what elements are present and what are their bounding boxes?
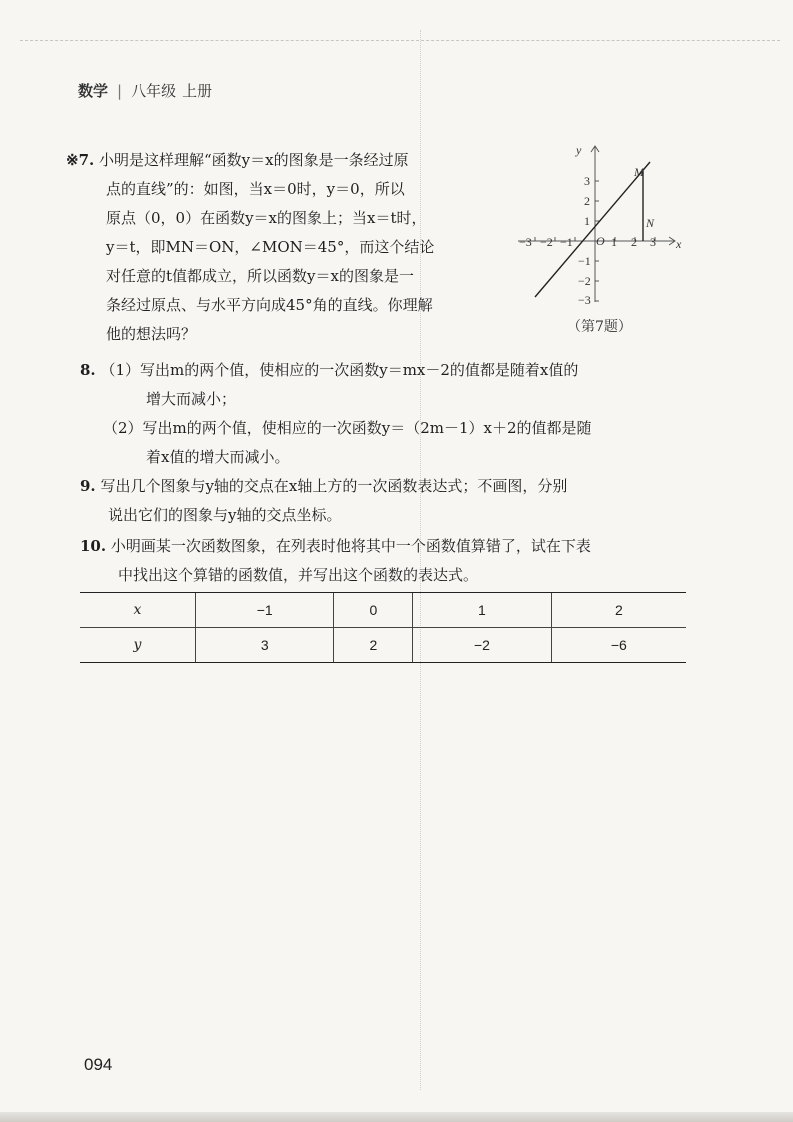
question-10 xyxy=(80,532,591,590)
x-tick-label: −1 xyxy=(560,235,573,249)
x-tick-label: 3 xyxy=(650,235,656,249)
header-subject: 数学 xyxy=(78,82,109,100)
q8-part2-line2: 着x值的增大而减小。 xyxy=(146,448,290,466)
q8-number: 8. xyxy=(80,361,96,379)
table-cell: 2 xyxy=(334,628,413,663)
table-row-y xyxy=(80,628,686,663)
q7-number: ※7. xyxy=(66,151,95,169)
top-rule xyxy=(20,40,780,41)
q9-line1: 写出几个图象与y轴的交点在x轴上方的一次函数表达式；不画图，分别 xyxy=(100,477,568,495)
x-tick-label: −3 xyxy=(519,235,532,249)
question-9 xyxy=(80,472,567,530)
q7-line: 小明是这样理解“函数y＝x的图象是一条经过原 xyxy=(99,151,409,169)
q7-line: 对任意的t值都成立，所以函数y＝x的图象是一 xyxy=(106,267,414,285)
page-number: 094 xyxy=(84,1055,113,1074)
y-tick-label: −2 xyxy=(578,274,591,288)
y-tick-label: 2 xyxy=(584,194,590,208)
q7-figure-caption: （第7题） xyxy=(567,319,632,335)
y-tick-label: −3 xyxy=(578,293,591,307)
table-row-x xyxy=(80,593,686,628)
line-y-equals-x xyxy=(535,162,650,297)
q7-line: y＝t，即MN＝ON，∠MON＝45°，而这个结论 xyxy=(106,238,435,256)
q10-line2: 中找出这个算错的函数值，并写出这个函数的表达式。 xyxy=(118,566,479,584)
y-tick-label: 3 xyxy=(584,174,590,188)
question-7 xyxy=(66,146,434,349)
q7-coordinate-figure xyxy=(510,140,690,310)
table-cell: 3 xyxy=(196,628,334,663)
x-tick-label: 1 xyxy=(611,235,617,249)
y-tick-label: −1 xyxy=(578,254,591,268)
q7-line: 他的想法吗？ xyxy=(106,325,197,343)
q7-line: 点的直线”的：如图，当x＝0时，y＝0，所以 xyxy=(106,180,405,198)
function-values-table xyxy=(80,592,686,663)
q7-line: 原点（0，0）在函数y＝x的图象上；当x＝t时， xyxy=(106,209,427,227)
question-8 xyxy=(80,356,592,472)
table-cell: y xyxy=(80,628,196,663)
q8-part1-line2: 增大而减小； xyxy=(146,390,237,408)
q7-line: 条经过原点、与水平方向成45°角的直线。你理解 xyxy=(106,296,433,314)
x-axis-label: x xyxy=(676,237,682,251)
point-m-label: M xyxy=(634,165,644,179)
table-cell: −2 xyxy=(413,628,551,663)
page-header xyxy=(78,80,212,101)
table-cell: 0 xyxy=(334,593,413,628)
header-volume: 上册 xyxy=(182,82,213,100)
header-separator: | xyxy=(117,82,123,100)
x-tick-label: 2 xyxy=(631,235,637,249)
q8-part2-line1: （2）写出m的两个值，使相应的一次函数y＝（2m－1）x＋2的值都是随 xyxy=(103,419,592,437)
y-axis-label: y xyxy=(576,143,582,157)
table-cell: 1 xyxy=(413,593,551,628)
q9-line2: 说出它们的图象与y轴的交点坐标。 xyxy=(108,506,342,524)
origin-label: O xyxy=(596,234,605,248)
q10-line1: 小明画某一次函数图象，在列表时他将其中一个函数值算错了，试在下表 xyxy=(110,537,591,555)
point-n-label: N xyxy=(646,216,655,230)
table-cell: −6 xyxy=(551,628,686,663)
q8-part1-line1: （1）写出m的两个值，使相应的一次函数y＝mx－2的值都是随着x值的 xyxy=(100,361,579,379)
q10-number: 10. xyxy=(80,537,107,555)
q9-number: 9. xyxy=(80,477,96,495)
table-cell: 2 xyxy=(551,593,686,628)
page-bottom-edge xyxy=(0,1112,793,1122)
table-cell: x xyxy=(80,593,196,628)
y-tick-label: 1 xyxy=(584,214,590,228)
table-cell: −1 xyxy=(196,593,334,628)
header-grade: 八年级 xyxy=(131,82,177,100)
x-tick-label: −2 xyxy=(540,235,553,249)
